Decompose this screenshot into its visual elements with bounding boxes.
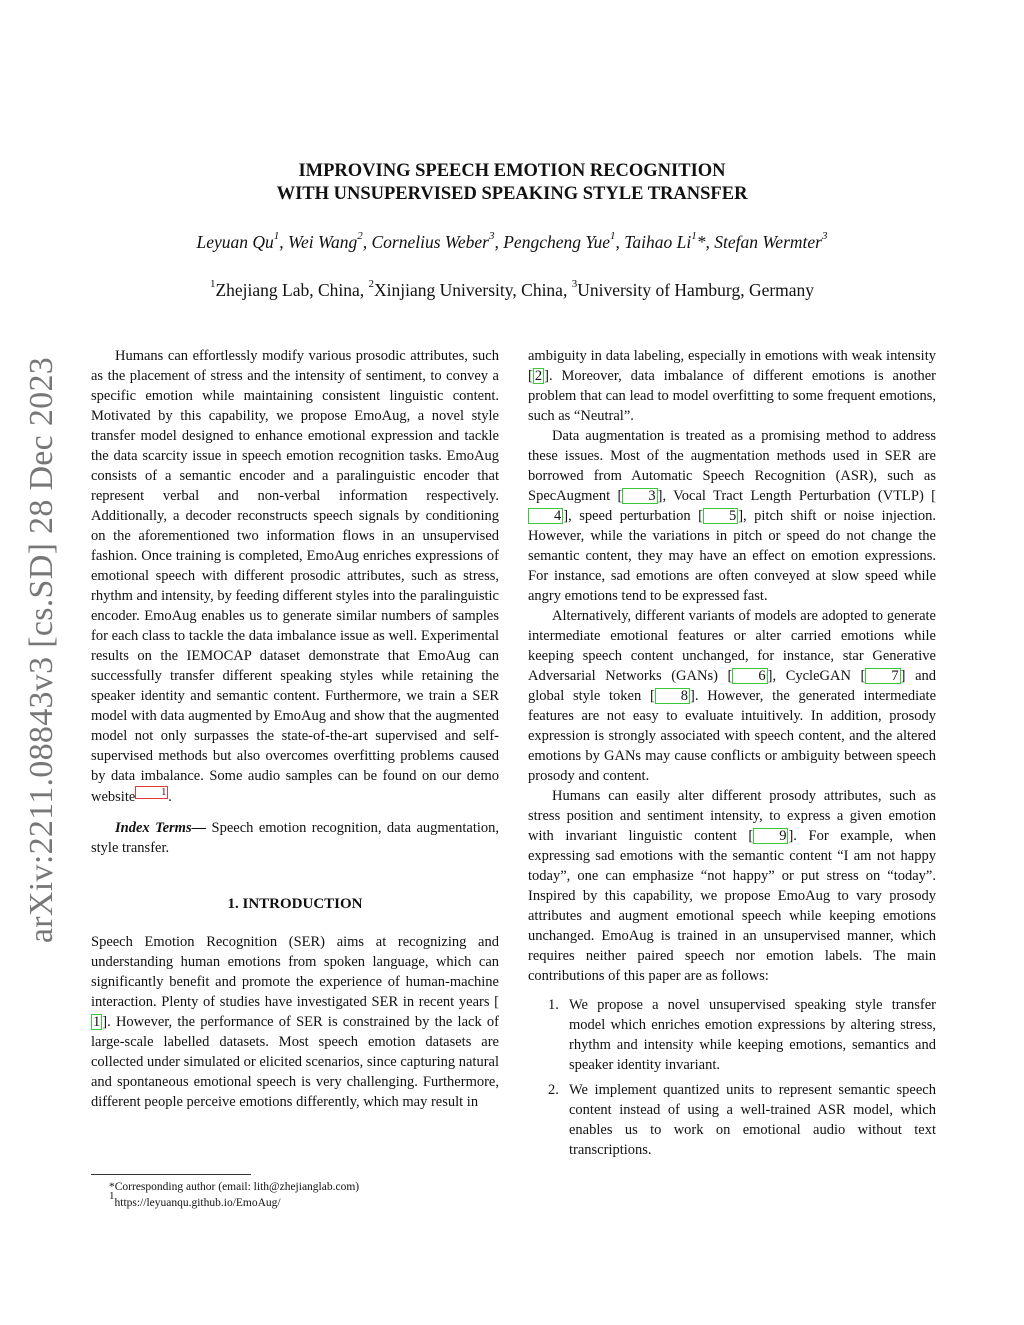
intro-paragraph: ambiguity in data labeling, especially in emotions with weak intensity [ 2 ]. Moreover, data imbalance of different emotions is another problem that can lead to model overfitting to some frequent emotions, such as “Neutral”. <box>528 348 936 424</box>
right-column <box>528 346 936 1165</box>
section-heading-introduction: 1. INTRODUCTION <box>227 895 363 912</box>
index-terms: Index Terms— Speech emotion recognition, data augmentation, style transfer. <box>91 819 499 856</box>
footnotes <box>91 1174 499 1211</box>
citation-link[interactable]: 6 <box>732 668 767 684</box>
list-item-text: We propose a novel unsupervised speaking style transfer model which enriches emotion expressions by altering stress, rhythm and intensity while keeping emotions, semantics and speaker identity invariant. <box>569 997 936 1073</box>
footnote-website: $^1$https://leyuanqu.github.io/EmoAug/ <box>109 1190 281 1209</box>
author: Pengcheng Yue$^1$, <box>503 230 625 252</box>
list-number: 1. <box>548 997 559 1013</box>
list-item <box>528 1080 936 1160</box>
citation-link[interactable]: 9 <box>753 828 788 844</box>
title-line-1: IMPROVING SPEECH EMOTION RECOGNITION <box>298 161 726 181</box>
citation-link[interactable]: 4 <box>528 508 563 524</box>
author: Wei Wang$^2$, <box>288 230 372 252</box>
left-column <box>91 346 499 1112</box>
affiliation: Zhejiang Lab, China, <box>215 280 369 300</box>
footnote-corresponding: *Corresponding author (email: lith@zhejianglab.com) <box>109 1181 360 1193</box>
author: Stefan Wermter$^3$ <box>714 230 828 252</box>
author-list <box>0 230 1024 254</box>
author: Leyuan Qu$^1$, <box>196 230 289 252</box>
list-number: 2. <box>548 1082 559 1098</box>
title-line-2: WITH UNSUPERVISED SPEAKING STYLE TRANSFER <box>276 184 748 204</box>
footnote-link[interactable]: 1 <box>135 786 168 799</box>
footnote-rule <box>91 1174 251 1175</box>
author: Cornelius Weber$^3$, <box>371 230 504 252</box>
intro-paragraph: Speech Emotion Recognition (SER) aims at recognizing and understanding human emotions from spoken language, which can significantly benefit and promote the experience of human-machine interaction. Plenty of studies have investigated SER in recent years [1 ]. However, the performance of SER is constrained by the lack of large-scale labelled datasets. Most speech emotion datasets are collected under simulated or elicited scenarios, since capturing natural and spontaneous emotional speech is very challenging. Furthermore, different people perceive emotions differently, which may result in <box>91 933 499 1110</box>
citation-link[interactable]: 1 <box>93 1013 101 1030</box>
affiliation: Xinjiang University, China, <box>374 280 572 300</box>
contributions-list <box>528 995 936 1160</box>
intro-paragraph: Data augmentation is treated as a promising method to address these issues. Most of the augmentation methods used in SER are borrowed from Automatic Speech Recognition (ASR), such as SpecAugment [ 3 ], Vocal Tract Length Perturbation (VTLP) [4 ], speed perturbation [ 5 ], pitch shift or noise injection. However, while the variations in pitch or speed do not change the semantic content, they may have an effect on emotion expressions. For instance, sad emotions are often conveyed at slow speed while angry emotions tend to be expressed fast. <box>528 428 937 604</box>
list-item <box>528 995 936 1075</box>
intro-paragraph: Alternatively, different variants of models are adopted to generate intermediate emotional features or alter carried emotions while keeping speech content unchanged, for instance, star Generative Adversarial Networks (GANs) [ 6 ], CycleGAN [ 7 ] and global style token [ 8 ]. However, the generated intermediate features are not easy to evaluate intuitively. In addition, prosody expression is strongly associated with speech content, and the altered emotions by GANs may cause conflicts or ambiguity between speech prosody and content. <box>528 608 937 784</box>
index-terms-label: Index Terms— <box>115 819 207 836</box>
citation-link[interactable]: 7 <box>865 668 900 684</box>
abstract: Humans can effortlessly modify various prosodic attributes, such as the placement of stress and the intensity of sentiment, to convey a specific emotion while maintaining consistent linguistic content. Motivated by this capability, we propose EmoAug, a novel style transfer model designed to enhance emotional expression and tackle the data scarcity issue in speech emotion recognition tasks. EmoAug consists of a semantic encoder and a paralinguistic encoder that represent verbal and non-verbal information respectively. Additionally, a decoder reconstructs speech signals by conditioning on the aforementioned two information flows in an unsupervised fashion. Once training is completed, EmoAug enriches expressions of emotional speech with different prosodic attributes, such as stress, rhythm and intensity, by feeding different styles into the paralinguistic encoder. EmoAug enables us to generate similar numbers of samples for each class to tackle the data imbalance issue as well. Experimental results on the IEMOCAP dataset demonstrate that EmoAug can successfully transfer different speaking styles while retaining the speaker identity and semantic content. Furthermore, we train a SER model with data augmented by EmoAug and show that the augmented model not only surpasses the state-of-the-art supervised and self-supervised methods but also overcomes overfitting problems caused by data imbalance. Some audio samples can be found on our demo website 1 . <box>91 348 499 805</box>
paper-title <box>0 160 1024 206</box>
citation-link[interactable]: 2 <box>534 368 543 384</box>
website-link[interactable]: https://leyuanqu.github.io/EmoAug/ <box>114 1197 281 1209</box>
affiliation: University of Hamburg, Germany <box>577 280 815 300</box>
intro-paragraph: Humans can easily alter different prosody attributes, such as stress position and sentiment intensity, to express a given emotion with invariant linguistic content [ 9 ]. For example, when expressing sad emotions with the semantic content “I am not happy today”, one can emphasize “not happy” or put stress on “today”. Inspired by this capability, we propose EmoAug to vary prosody attributes and augment emotional speech while keeping emotions unchanged. EmoAug is trained in an unsupervised manner, which requires neither paired speech nor emotion labels. The main contributions of this paper are as follows: <box>528 788 936 984</box>
citation-link[interactable]: 5 <box>703 508 738 524</box>
author: Taihao Li$^1$*, <box>624 230 715 252</box>
arxiv-identifier: arXiv:2211.08843v3 [cs.SD] 28 Dec 2023 <box>23 356 60 944</box>
citation-link[interactable]: 8 <box>655 688 690 704</box>
affiliations: $^1$Zhejiang Lab, China, $^2$Xinjiang University, China, $^3$University of Hamburg, Germany <box>209 278 815 300</box>
citation-link[interactable]: 3 <box>622 488 657 504</box>
list-item-text: We implement quantized units to represent semantic speech content instead of using a well-trained ASR model, which enables us to work on emotional audio without text transcriptions. <box>569 1082 936 1158</box>
